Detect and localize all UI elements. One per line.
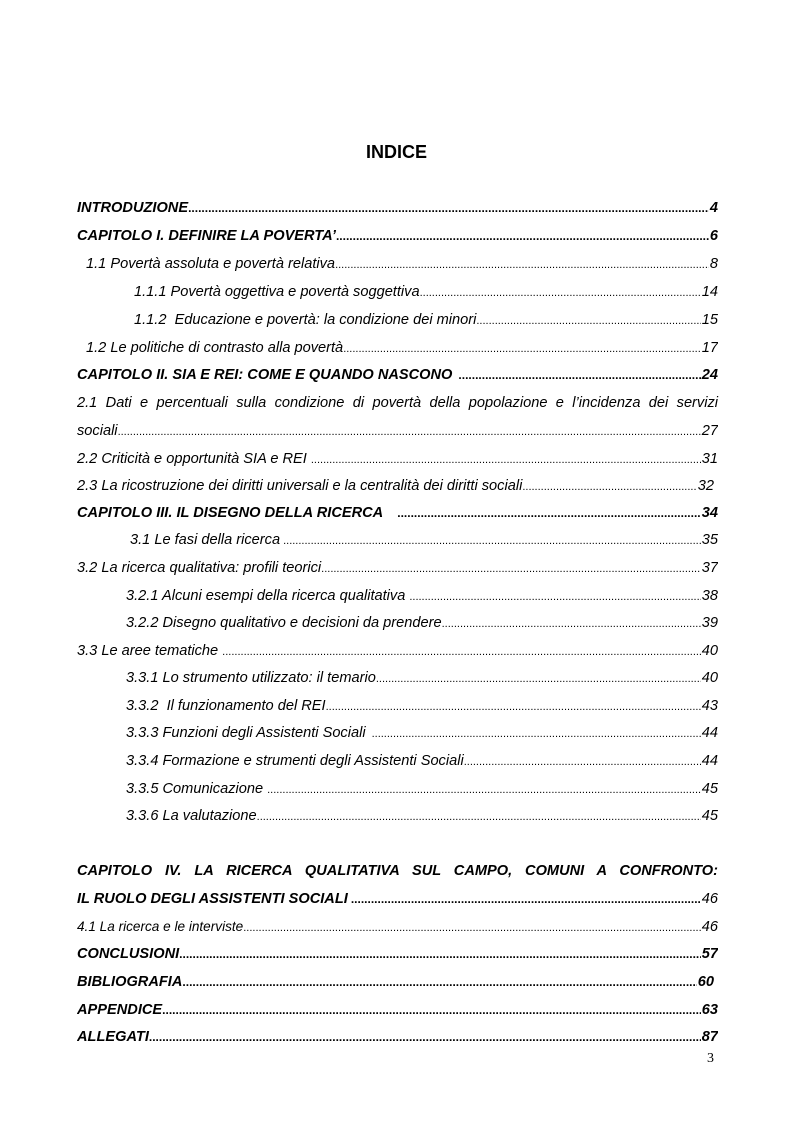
toc-entry-3-3-2[interactable]: [126, 696, 718, 716]
toc-entry-3-3-5[interactable]: [126, 779, 718, 799]
toc-entry-capitolo-4-line2[interactable]: [77, 889, 718, 909]
dot-leader: [405, 586, 700, 606]
toc-entry-3-1[interactable]: [130, 530, 718, 550]
dot-leader: [118, 421, 701, 441]
toc-entry-introduzione[interactable]: [77, 198, 718, 218]
toc-entry-page: 63: [701, 1002, 718, 1018]
toc-entry-page: 44: [701, 753, 718, 769]
toc-entry-label: 1.1 Povertà assoluta e povertà relativa: [86, 256, 336, 272]
toc-entry-label: APPENDICE: [77, 1002, 163, 1018]
toc-entry-page: 38: [701, 588, 718, 604]
toc-entry-allegati[interactable]: [77, 1027, 718, 1047]
dot-leader: [420, 282, 701, 302]
dot-leader: [326, 696, 701, 716]
toc-entry-page: 44: [701, 725, 718, 741]
toc-entry-capitolo-1[interactable]: [77, 226, 718, 246]
toc-entry-label: BIBLIOGRAFIA: [77, 974, 183, 990]
toc-entry-page: 35: [701, 532, 718, 548]
toc-entry-label: IL RUOLO DEGLI ASSISTENTI SOCIALI: [77, 891, 348, 907]
toc-entry-page: 31: [701, 451, 718, 467]
toc-entry-label: 3.3.4 Formazione e strumenti degli Assistenti Sociali: [126, 753, 464, 769]
toc-entry-3-3[interactable]: [77, 641, 718, 661]
toc-entry-page: 45: [701, 808, 718, 824]
toc-entry-label: 2.2 Criticità e opportunità SIA e REI: [77, 451, 307, 467]
toc-entry-page: 15: [701, 312, 718, 328]
toc-entry-4-1[interactable]: [77, 917, 718, 937]
toc-entry-label: 3.3.2 Il funzionamento del REI: [126, 698, 326, 714]
dot-leader: [149, 1027, 701, 1047]
toc-entry-label: 3.3.3 Funzioni degli Assistenti Sociali: [126, 725, 366, 741]
toc-entry-page: 37: [701, 560, 718, 576]
dot-leader: [257, 806, 701, 826]
dot-leader: [442, 613, 701, 633]
toc-entry-page: 14: [701, 284, 718, 300]
toc-entry-page: 46: [701, 919, 718, 935]
toc-entry-page: 43: [701, 698, 718, 714]
toc-entry-label: 3.2.1 Alcuni esempi della ricerca qualitativa: [126, 588, 406, 604]
dot-leader: [243, 917, 701, 937]
toc-entry-capitolo-4-line1[interactable]: CAPITOLO IV. LA RICERCA QUALITATIVA SUL CAMPO, COMUNI A CONFRONTO:: [77, 863, 718, 879]
toc-entry-label: 3.2.2 Disegno qualitativo e decisioni da prendere: [126, 615, 442, 631]
dot-leader: [336, 226, 709, 246]
toc-entry-2-3[interactable]: [77, 476, 714, 496]
toc-entry-3-3-1[interactable]: [126, 668, 718, 688]
toc-entry-page: 39: [701, 615, 718, 631]
toc-entry-page: 57: [701, 946, 718, 962]
toc-entry-label: 2.3 La ricostruzione dei diritti universali e la centralità dei diritti sociali: [77, 478, 523, 494]
toc-entry-3-3-3[interactable]: [126, 723, 718, 743]
dot-leader: [321, 558, 701, 578]
toc-entry-label: ALLEGATI: [77, 1029, 149, 1045]
dot-leader: [366, 723, 701, 743]
toc-entry-1-1[interactable]: [86, 254, 718, 274]
dot-leader: [188, 198, 709, 218]
toc-entry-label: 1.1.2 Educazione e povertà: la condizione dei minori: [134, 312, 477, 328]
toc-entry-3-2-1[interactable]: [126, 586, 718, 606]
dot-leader: [452, 365, 700, 385]
toc-entry-label: 3.3 Le aree tematiche: [77, 643, 219, 659]
dot-leader: [522, 476, 696, 496]
dot-leader: [182, 972, 696, 992]
toc-entry-page: 34: [701, 505, 718, 521]
toc-entry-3-2[interactable]: [77, 558, 718, 578]
dot-leader: [376, 668, 701, 688]
dot-leader: [476, 310, 700, 330]
toc-entry-label: sociali: [77, 423, 118, 439]
toc-entry-2-1-line1[interactable]: 2.1 Dati e percentuali sulla condizione di povertà della popolazione e l’incidenza dei servizi: [77, 395, 718, 411]
dot-leader: [162, 1000, 701, 1020]
toc-entry-label: 1.2 Le politiche di contrasto alla povertà: [86, 340, 344, 356]
toc-entry-2-2[interactable]: [77, 449, 718, 469]
toc-entry-label: CONCLUSIONI: [77, 946, 180, 962]
toc-entry-1-1-1[interactable]: [134, 282, 718, 302]
dot-leader: [263, 779, 701, 799]
toc-entry-page: 4: [709, 200, 718, 216]
toc-entry-page: 40: [701, 643, 718, 659]
dot-leader: [335, 254, 709, 274]
toc-entry-page: 6: [709, 228, 718, 244]
toc-entry-label: CAPITOLO II. SIA E REI: COME E QUANDO NASCONO: [77, 367, 453, 383]
dot-leader: [280, 530, 701, 550]
dot-leader: [343, 338, 701, 358]
toc-entry-appendice[interactable]: [77, 1000, 718, 1020]
toc-entry-page: 24: [701, 367, 718, 383]
toc-entry-page: 45: [701, 781, 718, 797]
dot-leader: [383, 503, 701, 523]
toc-entry-3-2-2[interactable]: [126, 613, 718, 633]
toc-entry-1-1-2[interactable]: [134, 310, 718, 330]
toc-entry-label: INTRODUZIONE: [77, 200, 189, 216]
toc-entry-capitolo-3[interactable]: [77, 503, 718, 523]
toc-entry-conclusioni[interactable]: [77, 944, 718, 964]
toc-entry-3-3-4[interactable]: [126, 751, 718, 771]
toc-entry-bibliografia[interactable]: [77, 972, 714, 992]
toc-entry-page: 87: [701, 1029, 718, 1045]
toc-entry-label: 3.3.5 Comunicazione: [126, 781, 264, 797]
toc-entry-label: 4.1 La ricerca e le interviste: [77, 919, 244, 934]
dot-leader: [179, 944, 701, 964]
toc-entry-page: 8: [709, 256, 718, 272]
toc-entry-capitolo-2[interactable]: [77, 365, 718, 385]
toc-entry-page: 32: [697, 478, 714, 494]
toc-entry-label: CAPITOLO I. DEFINIRE LA POVERTA’: [77, 228, 336, 244]
dot-leader: [464, 751, 701, 771]
toc-entry-label: 3.1 Le fasi della ricerca: [130, 532, 281, 548]
toc-entry-label: 3.2 La ricerca qualitativa: profili teorici: [77, 560, 322, 576]
page-title: INDICE: [365, 142, 427, 162]
toc-entry-page: 40: [701, 670, 718, 686]
dot-leader: [218, 641, 701, 661]
page-number: 3: [707, 1051, 714, 1066]
toc-entry-label: 1.1.1 Povertà oggettiva e povertà soggettiva: [134, 284, 420, 300]
dot-leader: [307, 449, 701, 469]
toc-entry-1-2[interactable]: [86, 338, 718, 358]
toc-entry-page: 27: [701, 423, 718, 439]
toc-entry-3-3-6[interactable]: [126, 806, 718, 826]
toc-entry-page: 17: [701, 340, 718, 356]
toc-entry-page: 46: [701, 891, 718, 907]
toc-entry-label: 3.3.1 Lo strumento utilizzato: il temario: [126, 670, 376, 686]
toc-entry-page: 60: [697, 974, 714, 990]
toc-entry-label: CAPITOLO III. IL DISEGNO DELLA RICERCA: [77, 505, 384, 521]
toc-entry-2-1-line2[interactable]: [77, 421, 718, 441]
toc-entry-label: 3.3.6 La valutazione: [126, 808, 257, 824]
dot-leader: [348, 889, 701, 909]
